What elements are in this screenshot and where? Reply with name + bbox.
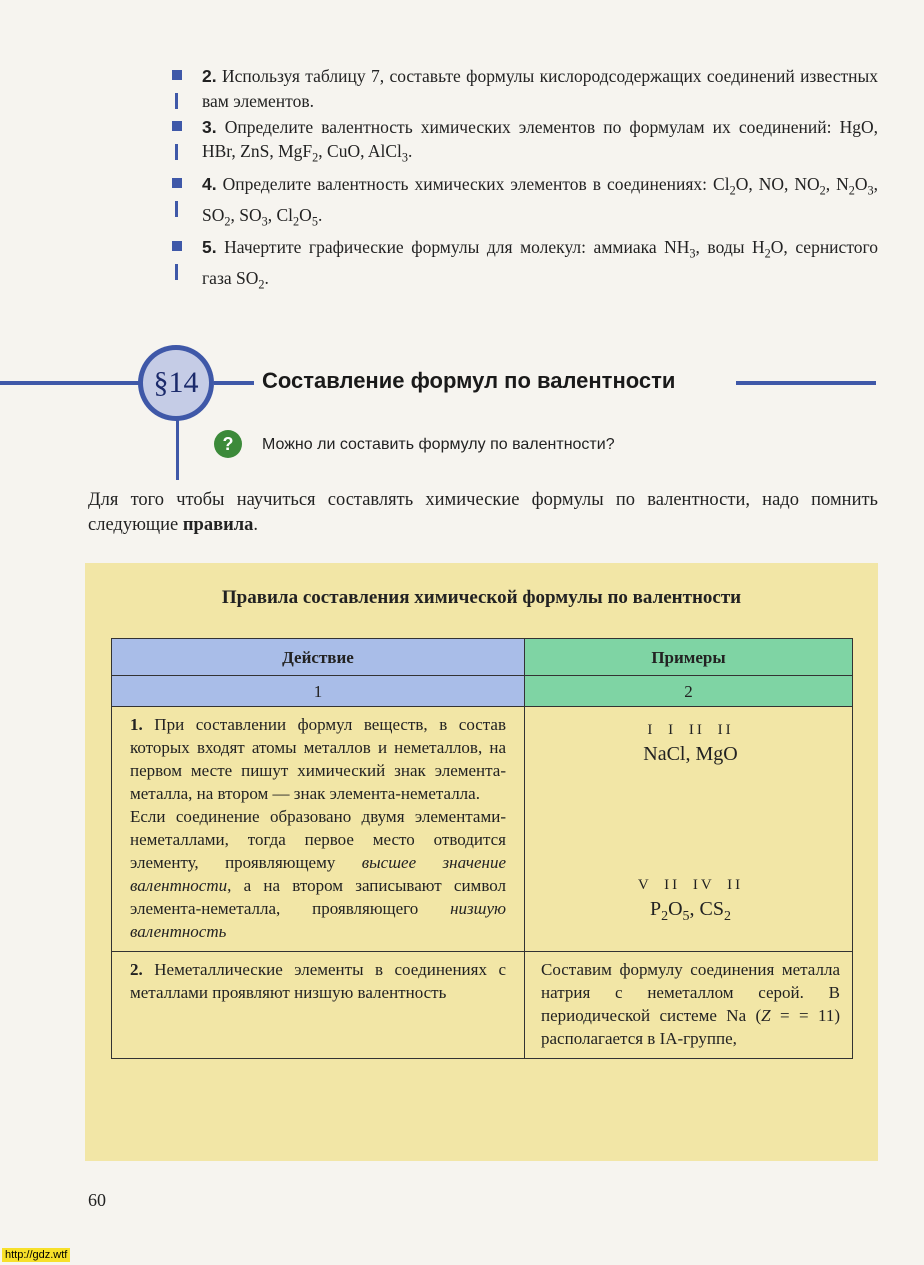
bullet-bar — [175, 93, 178, 109]
intro-paragraph: Для того чтобы научиться составлять химические формулы по валентности, надо помнить следующие правила. — [88, 490, 878, 535]
example-1 — [541, 719, 840, 766]
rule-1-examples — [525, 707, 853, 952]
section-title: Составление формул по валентности — [262, 368, 676, 393]
column-number-1: 1 — [112, 676, 525, 707]
header-examples: Примеры — [525, 639, 853, 676]
section-rule-right — [736, 381, 876, 385]
exercise-5 — [172, 235, 878, 297]
section-rule-mid — [214, 381, 254, 385]
exercise-text: Используя таблицу 7, составьте формулы кислородсодержащих соединений известных вам элементов. — [202, 66, 879, 111]
section-badge — [138, 345, 214, 421]
example-1-valence: I I II II — [647, 722, 734, 738]
example-2-formula: $P_2O_5$, $CS_2$ — [649, 898, 732, 924]
example-2 — [541, 874, 840, 929]
bullet-bar — [175, 144, 178, 160]
example-2-valence: V II IV II — [637, 877, 744, 893]
section-question: Можно ли составить формулу по валентности? — [262, 436, 615, 453]
exercise-text: Начертите графические формулы для молекул: аммиака $NH_3$, воды $H_2O$, сернистого газа $SO_2$. — [202, 237, 878, 292]
rules-table — [111, 638, 853, 1059]
exercise-number: 2. — [202, 66, 217, 86]
table-row — [112, 952, 853, 1059]
table-row — [112, 707, 853, 952]
section-rule-vertical — [176, 412, 179, 480]
header-action: Действие — [112, 639, 525, 676]
page-number: 60 — [88, 1190, 106, 1210]
exercise-3 — [172, 115, 878, 171]
question-icon: ? — [214, 430, 242, 458]
bullet-bar — [175, 201, 178, 217]
watermark-link[interactable]: http://gdz.wtf — [2, 1248, 70, 1262]
table-number-row — [112, 676, 853, 707]
intro-bold: правила — [182, 515, 254, 535]
exercise-4 — [172, 172, 878, 234]
exercise-number: 3. — [202, 116, 217, 137]
bullet-square-icon — [172, 178, 182, 188]
bullet-bar — [175, 264, 178, 280]
intro-text: Для того чтобы научиться составлять химические формулы по валентности, надо помнить следующие — [88, 490, 878, 535]
table-header-row — [112, 639, 853, 676]
bullet-square-icon — [172, 70, 182, 80]
exercise-2 — [172, 64, 878, 113]
section-number: §14 — [143, 350, 209, 416]
bullet-square-icon — [172, 241, 182, 251]
exercise-number: 4. — [202, 173, 217, 194]
rule-2-example: Составим формулу соединения металла натрия с неметаллом серой. В периодической системе Na (Z = = 11) располагается в IA-группе, — [525, 952, 853, 1059]
bullet-square-icon — [172, 121, 182, 131]
section-rule-left — [0, 381, 150, 385]
example-1-formula: NaCl, MgO — [643, 743, 738, 765]
column-number-2: 2 — [525, 676, 853, 707]
exercise-text: Определите валентность химических элементов в соединениях: $Cl_2O$, NO, $NO_2$, $N_2O_3$, $SO_2$, $SO_3$, $Cl_2O_5$. — [202, 173, 879, 228]
rules-title: Правила составления химической формулы по валентности — [221, 587, 742, 608]
rule-1-text: 1. При составлении формул веществ, в состав которых входят атомы металлов и неметаллов, на первом месте пишут химический знак элемента-металла, на втором — знак элемента-неметалла. Если соединение образовано двумя элементами-неметаллами, тогда первое место отводится элементу, проявляющему высшее значение валентности, а на втором записывают символ элемента-неметалла, проявляющего низшую валентность — [112, 707, 525, 952]
exercise-number: 5. — [202, 237, 217, 257]
exercise-list — [172, 64, 878, 299]
rule-2-text: 2. Неметаллические элементы в соединениях с металлами проявляют низшую валентность — [112, 952, 525, 1059]
exercise-text: Определите валентность химических элементов по формулам их соединений: HgO, HBr, ZnS, MgF$_2$, CuO, AlCl$_3$. — [202, 116, 878, 165]
